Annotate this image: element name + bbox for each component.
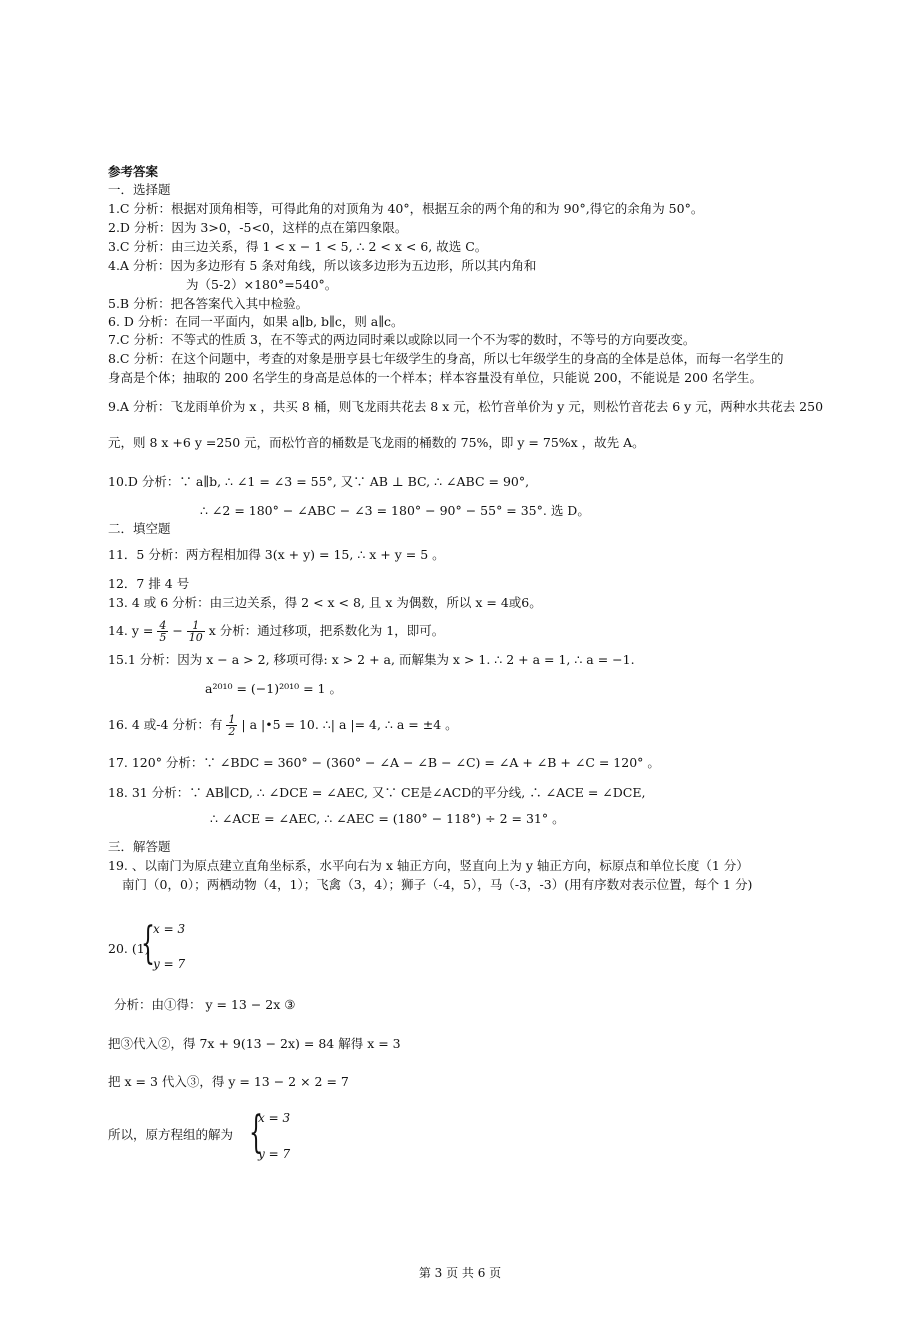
denominator: 2	[228, 725, 236, 738]
numerator: 4	[159, 619, 167, 632]
minus-sign: −	[172, 623, 183, 638]
answer-8-continued: 身高是个体；抽取的 200 名学生的身高是总体的一个样本；样本容量没有单位，只能说 200，不能说是 200 名学生。	[108, 370, 762, 385]
answer-19-continued: 南门（0，0）；两栖动物（4，1）；飞禽（3，4）；狮子（-4，5），马（-3，-3）(用有序数对表示位置，每个 1 分)	[122, 877, 753, 892]
answer-16	[108, 714, 458, 737]
answer-20-step-2: 把③代入②，得 7x + 9(13 − 2x) = 84 解得 x = 3	[108, 1036, 401, 1051]
answer-20-step-4: 所以，原方程组的解为	[108, 1127, 234, 1142]
answer-7: 7.C 分析：不等式的性质 3，在不等式的两边同时乘以或除以同一个不为零的数时，不等号的方向要改变。	[108, 332, 696, 347]
numerator: 1	[187, 620, 205, 632]
answer-5: 5.B 分析：把各答案代入其中检验。	[108, 296, 309, 311]
answer-1: 1.C 分析：根据对顶角相等，可得此角的对顶角为 40°，根据互余的两个角的和为 90°,得它的余角为 50°。	[108, 201, 704, 216]
section-heading-fill: 二．填空题	[108, 521, 171, 536]
answer-9-continued: 元，则 8 x +6 y =250 元，而松竹音的桶数是飞龙雨的桶数的 75%，即 y = 75%x ，故先 A。	[108, 435, 645, 450]
answer-3: 3.C 分析：由三边关系，得 1 < x − 1 < 5, ∴ 2 < x < 6, 故选 C。	[108, 239, 488, 254]
page-title: 参考答案	[108, 165, 159, 179]
system-solution-1	[140, 918, 200, 978]
answer-10-continued: ∴ ∠2 = 180° − ∠ABC − ∠3 = 180° − 90° − 55° = 35°. 选 D。	[200, 503, 590, 518]
answer-14	[108, 620, 444, 643]
answer-20-step-3: 把 x = 3 代入③，得 y = 13 − 2 × 2 = 7	[108, 1074, 349, 1089]
answer-15-continued: a²⁰¹⁰ = (−1)²⁰¹⁰ = 1 。	[205, 681, 342, 696]
answer-14-prefix: 14. y =	[108, 623, 158, 638]
answer-13: 13. 4 或 6 分析：由三边关系，得 2 < x < 8, 且 x 为偶数，所以 x = 4或6。	[108, 595, 542, 610]
answer-20-label: 20. (1)	[108, 941, 150, 956]
solution-y: y = 7	[258, 1147, 291, 1161]
answer-11: 11．5 分析：两方程相加得 3(x + y) = 15, ∴ x + y = 5 。	[108, 547, 445, 562]
answer-9: 9.A 分析：飞龙雨单价为 x ，共买 8 桶，则飞龙雨共花去 8 x 元，松竹音单价为 y 元，则松竹音花去 6 y 元，两种水共花去 250	[108, 399, 824, 414]
page-footer: 第 3 页 共 6 页	[418, 1266, 502, 1280]
fraction-4-5	[157, 620, 168, 643]
answer-16-suffix: | a |•5 = 10. ∴| a |= 4, ∴ a = ±4 。	[241, 717, 458, 732]
denominator: 10	[188, 631, 203, 644]
answer-19: 19. 、以南门为原点建立直角坐标系，水平向右为 x 轴正方向，竖直向上为 y 轴正方向，标原点和单位长度（1 分）	[108, 858, 749, 873]
fraction-1-10	[187, 620, 205, 643]
answer-10: 10.D 分析：∵ a∥b, ∴ ∠1 = ∠3 = 55°, 又∵ AB ⊥ BC, ∴ ∠ABC = 90°,	[108, 474, 530, 489]
denominator: 5	[159, 631, 167, 644]
left-brace-icon: {	[141, 918, 155, 969]
answer-6: 6. D 分析：在同一平面内，如果 a∥b, b∥c，则 a∥c。	[108, 314, 404, 329]
answer-18-continued: ∴ ∠ACE = ∠AEC, ∴ ∠AEC = (180° − 118°) ÷ 2 = 31° 。	[210, 811, 565, 826]
answer-20-step-1: 分析：由①得： y = 13 − 2x ③	[114, 997, 296, 1012]
numerator: 1	[228, 713, 236, 726]
answer-12: 12．7 排 4 号	[108, 576, 190, 591]
system-solution-2	[248, 1107, 308, 1167]
answer-2: 2.D 分析：因为 3>0，-5<0，这样的点在第四象限。	[108, 220, 408, 235]
answer-4-continued: 为（5-2）×180°=540°。	[186, 277, 338, 292]
answer-18: 18. 31 分析：∵ AB∥CD, ∴ ∠DCE = ∠AEC, 又∵ CE是∠ACD的平分线, ∴ ∠ACE = ∠DCE,	[108, 785, 646, 800]
fraction-1-2	[226, 714, 237, 737]
answer-14-suffix: x 分析：通过移项，把系数化为 1，即可。	[208, 623, 445, 638]
left-brace-icon: {	[249, 1107, 263, 1158]
answer-15: 15.1 分析：因为 x − a > 2, 移项可得: x > 2 + a, 而解集为 x > 1. ∴ 2 + a = 1, ∴ a = −1.	[108, 652, 635, 667]
section-heading-solve: 三．解答题	[108, 839, 171, 854]
solution-x: x = 3	[153, 922, 186, 936]
answer-17: 17. 120° 分析：∵ ∠BDC = 360° − (360° − ∠A − ∠B − ∠C) = ∠A + ∠B + ∠C = 120° 。	[108, 755, 660, 770]
solution-x: x = 3	[258, 1111, 291, 1125]
answer-16-prefix: 16. 4 或-4 分析：有	[108, 717, 227, 732]
solution-y: y = 7	[153, 957, 186, 971]
answer-8: 8.C 分析：在这个问题中，考查的对象是册亨县七年级学生的身高，所以七年级学生的身高的全体是总体，而每一名学生的	[108, 351, 784, 366]
section-heading-choice: 一．选择题	[108, 182, 171, 197]
answer-4: 4.A 分析：因为多边形有 5 条对角线，所以该多边形为五边形，所以其内角和	[108, 258, 537, 273]
